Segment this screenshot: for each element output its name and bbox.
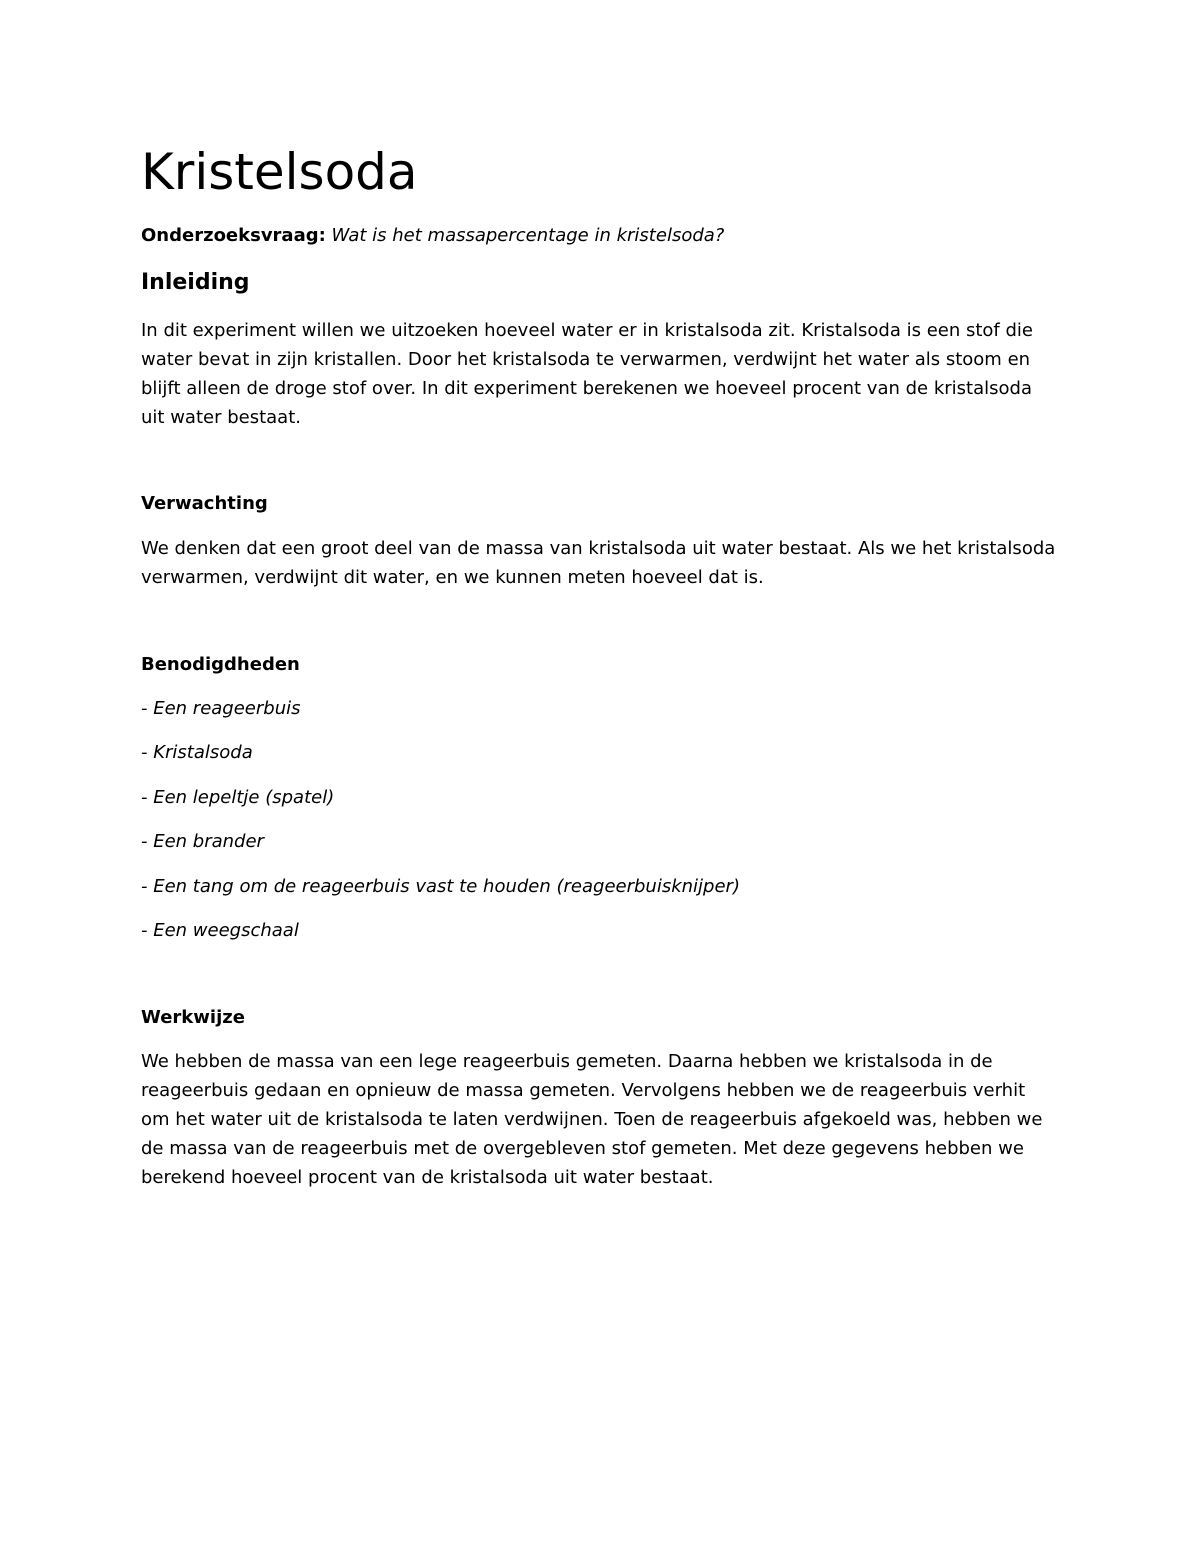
materials-list <box>141 696 740 962</box>
list-item: - Een reageerbuis <box>141 698 301 719</box>
list-item: - Kristalsoda <box>141 742 253 764</box>
paragraph-werkwijze: We hebben de massa van een lege reageerbuis gemeten. Daarna hebben we kristalsoda in de reageerbuis gedaan en opnieuw de massa gemeten. Vervolgens hebben we de reageerbuis verhit om het water uit de kristalsoda te laten verdwijnen. Toen de reageerbuis afgekoeld was, hebben we de massa van de reageerbuis met de overgebleven stof gemeten. Met deze gegevens hebben we berekend hoeveel procent van de kristalsoda uit water bestaat. <box>141 1051 1043 1188</box>
heading-werkwijze: Werkwijze <box>141 1007 245 1028</box>
list-item: - Een weegschaal <box>141 919 299 941</box>
list-item: - Een lepeltje (spatel) <box>141 786 335 808</box>
list-item: - Een brander <box>141 831 264 853</box>
heading-inleiding: Inleiding <box>141 270 250 295</box>
paragraph-verwachting: We denken dat een groot deel van de massa van kristalsoda uit water bestaat. Als we het kristalsoda verwarmen, verdwijnt dit water, en we kunnen meten hoeveel dat is. <box>141 538 1056 588</box>
page-title: Kristelsoda <box>141 143 418 201</box>
paragraph-inleiding: In dit experiment willen we uitzoeken hoeveel water er in kristalsoda zit. Kristalsoda is een stof die water bevat in zijn kristallen. Door het kristalsoda te verwarmen, verdwijnt het water als stoom en blijft alleen de droge stof over. In dit experiment berekenen we hoeveel procent van de kristalsoda uit water bestaat. <box>141 320 1033 428</box>
research-question <box>141 223 724 249</box>
research-question-label: Onderzoeksvraag: <box>141 225 326 246</box>
list-item: - Een tang om de reageerbuis vast te houden (reageerbuisknijper) <box>141 875 740 897</box>
heading-verwachting: Verwachting <box>141 493 268 514</box>
research-question-text: Wat is het massapercentage in kristelsoda? <box>331 225 725 246</box>
heading-benodigdheden: Benodigdheden <box>141 654 300 675</box>
